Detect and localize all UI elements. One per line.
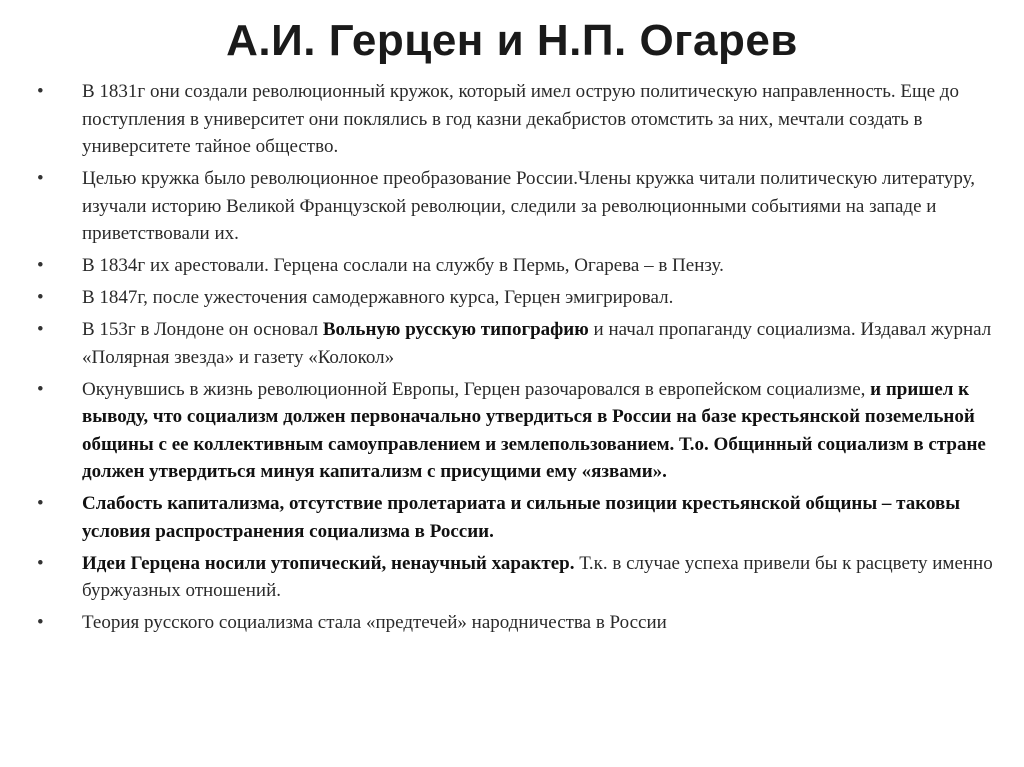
- bullet-item: [34, 550, 1009, 605]
- bullet-dot-icon: •: [37, 493, 44, 514]
- bullet-item: [34, 252, 1009, 280]
- slide-title: А.И. Герцен и Н.П. Огарев: [226, 16, 798, 65]
- bullet-text: Окунувшись в жизнь революционной Европы, Герцен разочаровался в европейском социализме,: [82, 378, 871, 400]
- bullet-text: В 153г в Лондоне он основал: [82, 319, 323, 340]
- bullet-text: Т.к. в случае успеха привели бы к расцвету именно буржуазных отношений.: [82, 552, 993, 601]
- bullet-item: [34, 316, 1009, 371]
- bullet-dot-icon: •: [37, 552, 44, 574]
- bullet-text-bold: Идеи Герцена носили утопический, ненаучный характер.: [82, 552, 575, 574]
- bullet-item: [34, 376, 1009, 486]
- bullet-item: [34, 78, 1009, 161]
- bullet-dot-icon: •: [37, 287, 44, 308]
- bullet-dot-icon: •: [37, 612, 44, 633]
- bullet-dot-icon: •: [37, 168, 44, 189]
- bullet-text: и начал пропаганду социализма. Издавал журнал «Полярная звезда» и газету «Колокол»: [82, 319, 992, 368]
- bullet-text-bold: Вольную русскую типографию: [322, 319, 589, 340]
- bullet-text: Теория русского социализма стала «предтечей» народничества в России: [82, 612, 667, 633]
- bullet-text-bold: Слабость капитализма, отсутствие пролетариата и сильные позиции крестьянской общины – таковы условия распространения социализма в России.: [82, 493, 961, 542]
- bullet-item: [34, 165, 1009, 248]
- bullet-text: Целью кружка было революционное преобразование России.Члены кружка читали политическую литературу, изучали историю Великой Французской революции, следили за революционными событиями на западе и приветствовали их.: [82, 168, 975, 244]
- bullet-text: В 1831г они создали революционный кружок, который имел острую политическую направленность. Еще до поступления в университет они поклялись в год казни декабристов отомстить за них, мечтали создать в университете тайное общество.: [82, 81, 959, 157]
- bullet-dot-icon: •: [37, 319, 44, 340]
- bullet-item: [34, 284, 1009, 312]
- bullet-item: [34, 490, 1009, 545]
- bullet-text: В 1834г их арестовали. Герцена сослали на службу в Пермь, Огарева – в Пензу.: [82, 255, 724, 276]
- bullet-dot-icon: •: [37, 255, 44, 276]
- bullet-dot-icon: •: [37, 81, 44, 102]
- bullet-text-bold: и пришел к выводу, что социализм должен первоначально утвердиться в России на базе крестьянской поземельной общины с ее коллективным самоуправлением и землепользованием. Т.о. Общинный социализм в стране должен утвердиться минуя капитализм с присущими ему «язвами».: [82, 378, 986, 482]
- bullet-item: [34, 609, 1009, 637]
- bullet-text: В 1847г, после ужесточения самодержавного курса, Герцен эмигрировал.: [82, 287, 674, 308]
- bullet-dot-icon: •: [37, 378, 44, 400]
- bullet-list: [34, 78, 1009, 641]
